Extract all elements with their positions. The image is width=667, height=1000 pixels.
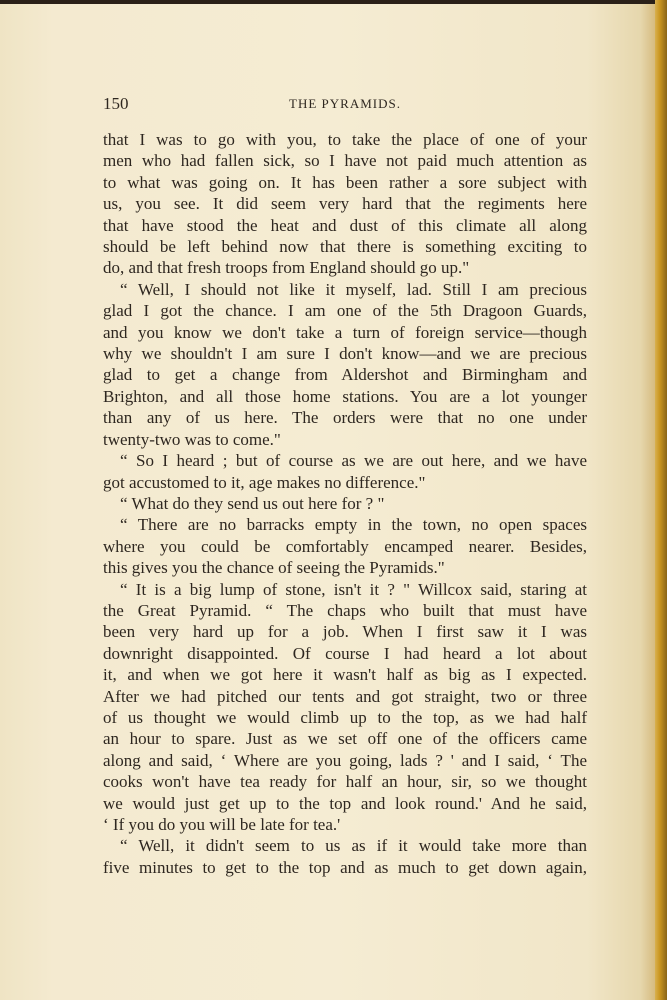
paragraph-last-line: this gives you the chance of seeing the Pyramids." [103,558,445,578]
page-top-edge [0,0,667,4]
paragraph-last-line: twenty-two was to come." [103,429,281,449]
paragraph: that I was to go with you, to take the place of one of your men who had fallen sick, so I have not paid much attention as to what was going on. It has been rather a sore subject with us, you see. It did seem very hard that the regiments here that have stood the heat and dust of this climate all along should be left behind now that there is something exciting to [103,130,587,257]
paragraph: the Great Pyramid. “ The chaps who built that must have been very hard up for a job. When I first saw it I was downright disappointed. Of course I had heard a lot about it, and when we got here it wasn't half as big as I expected. After we had pitched our tents and got straight, two or three of us thought we would climb up to the top, as we had half an hour to spare. Just as we set off one of the officers came along and said, ‘ Where are you going, lads ? ' and I said, ‘ The cooks won't have tea ready for half an hour, sir, so we thought we would just get up to the top and look round.' And he said, [103,600,587,813]
paragraph: “ Well, it didn't seem to us as if it would take more than [120,836,587,856]
body-text [103,129,587,878]
page-number: 150 [103,94,129,113]
paragraph: glad I got the chance. I am one of the 5th Dragoon Guards, and you know we don't take a turn of foreign service—though why we shouldn't I am sure I don't know—and we are precious glad to get a change from Aldershot and Birmingham and Brighton, and all those home stations. You are a lot younger than any of us here. The orders were that no one under [103,301,587,428]
book-spine-edge [655,0,667,1000]
paragraph: “ There are no barracks empty in the town, no open spaces [120,515,587,535]
paragraph-last-line: do, and that fresh troops from England should go up." [103,258,470,278]
running-head [103,94,587,118]
paragraph-last-line: got accustomed to it, age makes no difference." [103,472,426,492]
paragraph: “ What do they send us out here for ? " [120,493,385,513]
paragraph: where you could be comfortably encamped nearer. Besides, [103,536,587,556]
paragraph: “ It is a big lump of stone, isn't it ? " Willcox said, staring at [120,579,587,599]
paragraph-last-line: ‘ If you do you will be late for tea.' [103,815,341,834]
paragraph: “ So I heard ; but of course as we are out here, and we have [120,451,587,471]
paragraph: five minutes to get to the top and as much to get down again, [103,857,587,877]
paragraph: “ Well, I should not like it myself, lad. Still I am precious [120,279,587,299]
running-title: THE PYRAMIDS. [289,96,401,111]
